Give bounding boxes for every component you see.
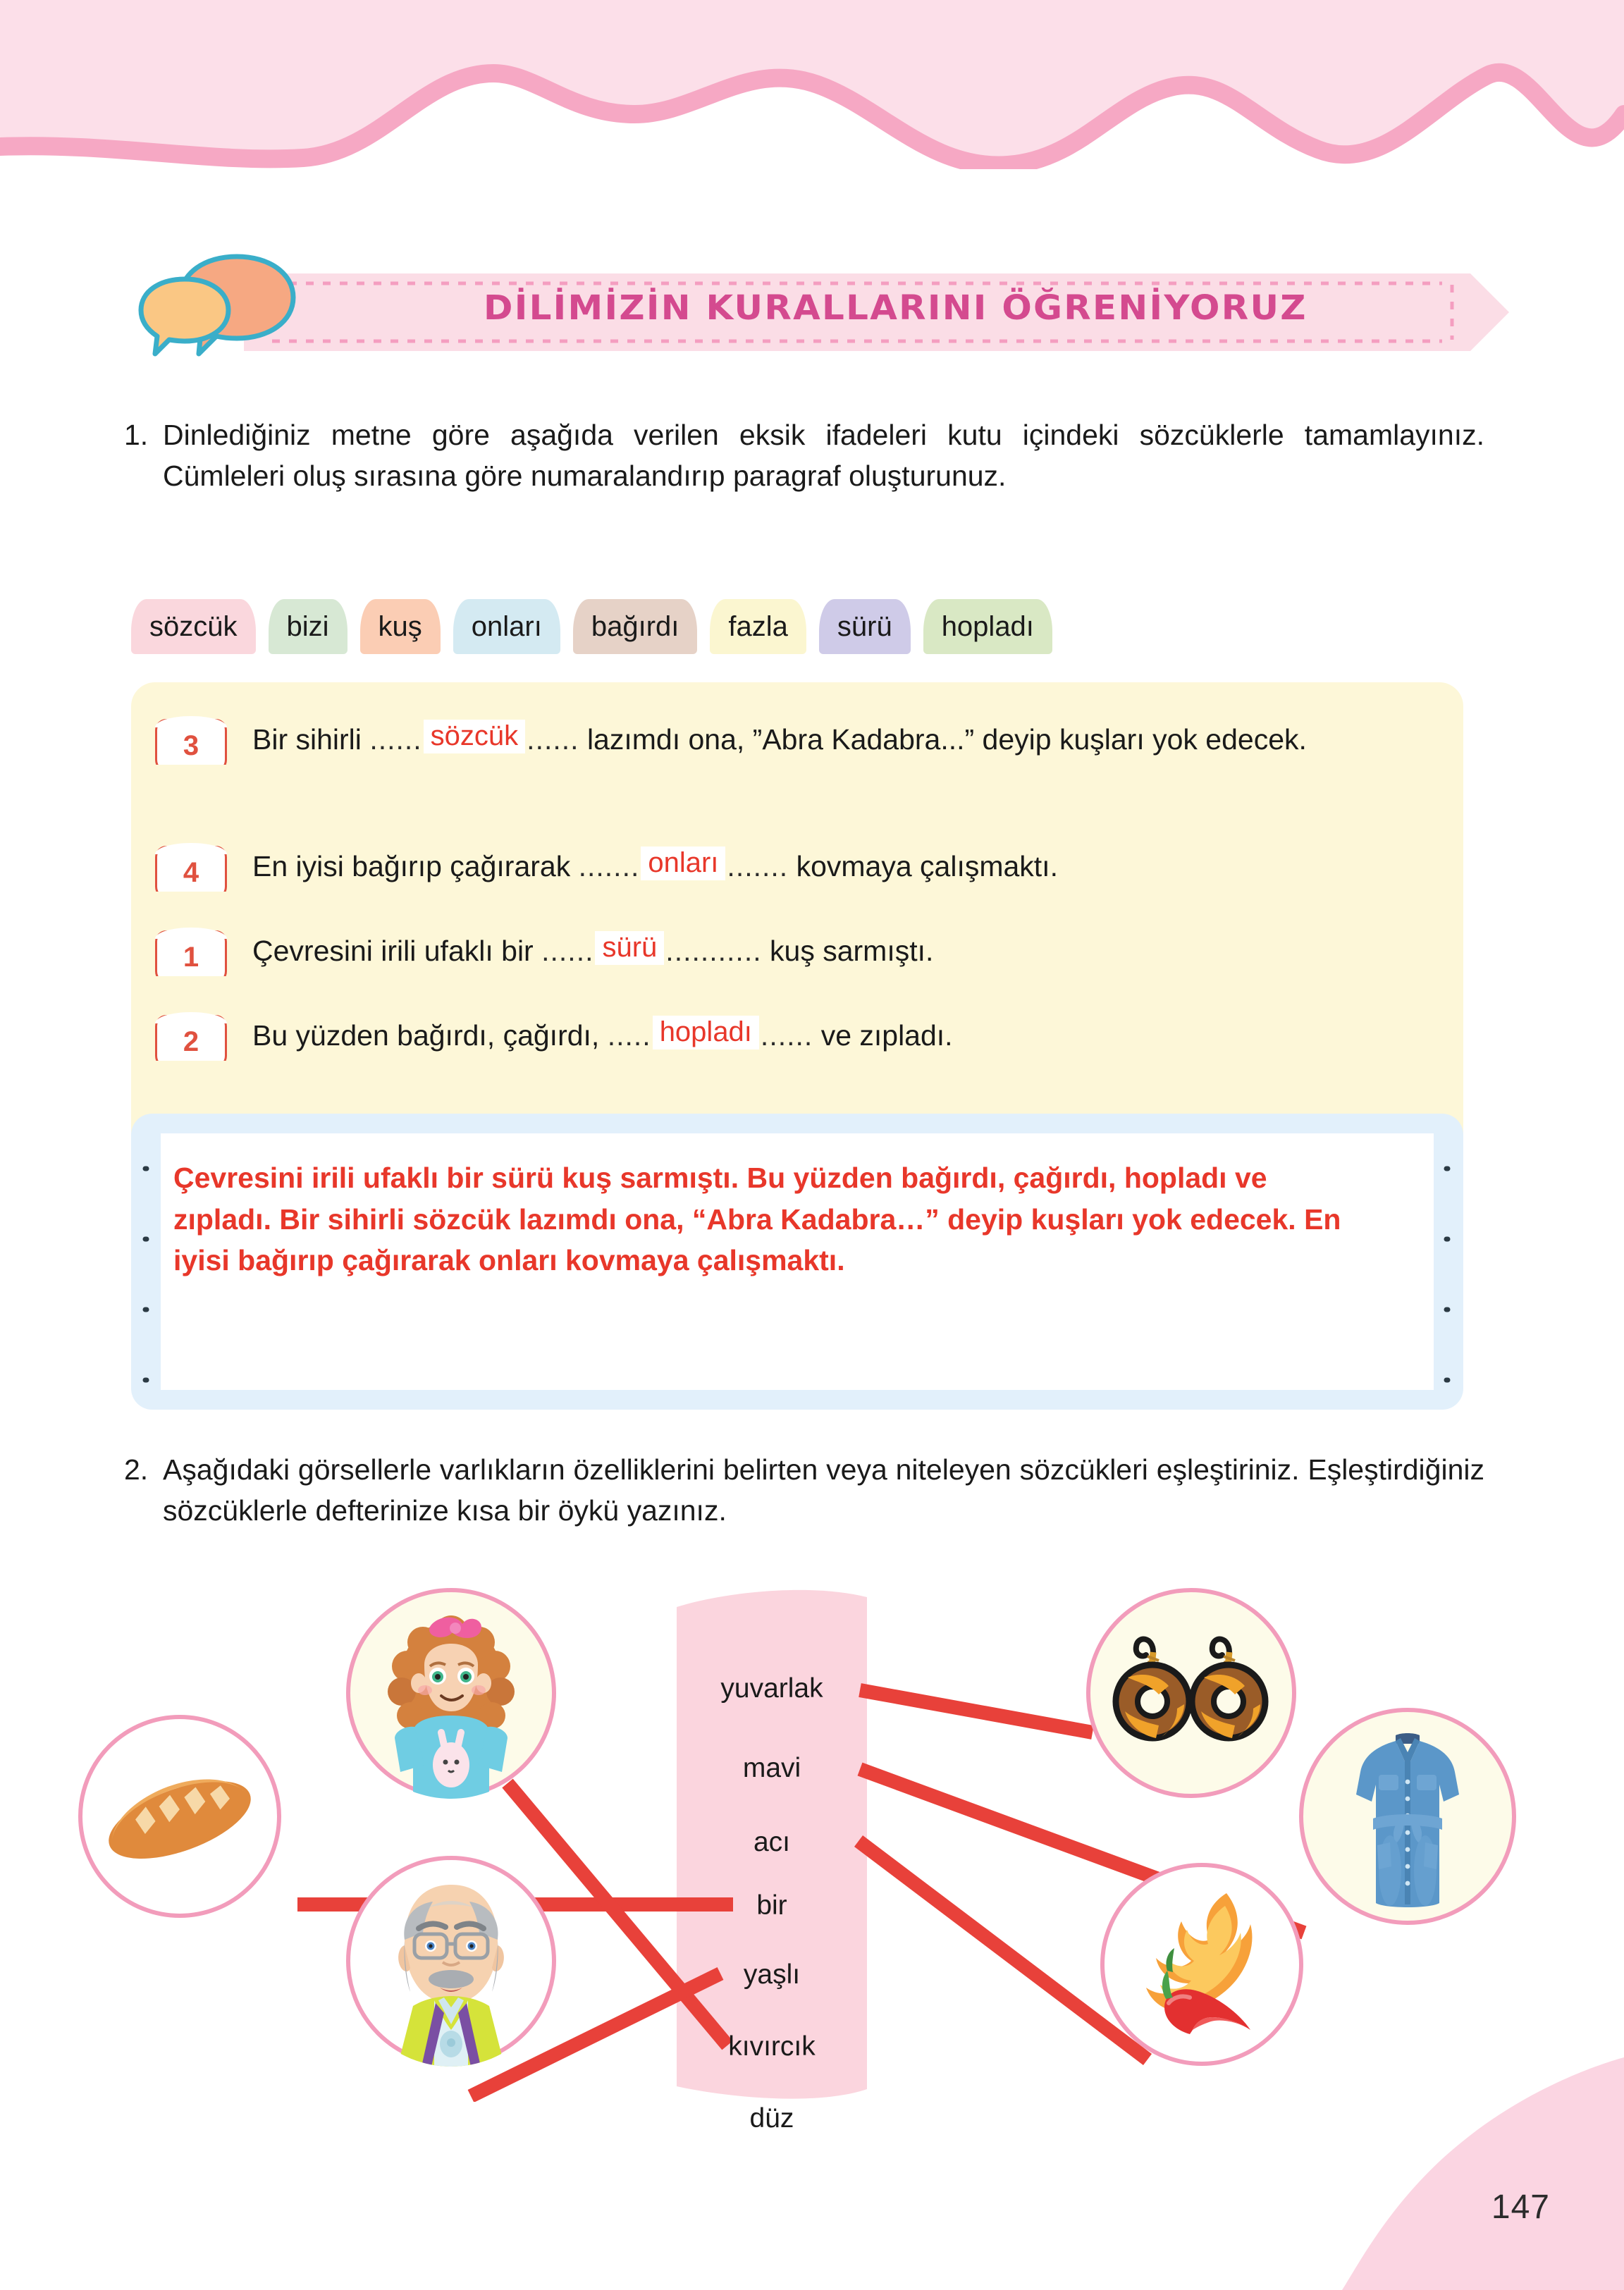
- order-number-box[interactable]: [155, 930, 227, 984]
- word-chip-label: onları: [471, 610, 542, 642]
- fill-in-row-2: [155, 846, 1058, 899]
- match-word-bir[interactable]: bir: [756, 1890, 787, 1921]
- blank-dots-before: .......: [578, 850, 640, 882]
- question-1-text: Dinlediğiniz metne göre aşağıda verilen eksik ifadeleri kutu içindeki sözcüklerle tamamlayınız. Cümleleri oluş sırasına göre numaralandırıp paragraf oluşturunuz.: [163, 419, 1484, 493]
- page-number: 147: [1491, 2189, 1550, 2226]
- word-chip-hopladi[interactable]: [923, 599, 1052, 654]
- word-chip-label: bizi: [286, 610, 329, 642]
- curly-girl-image[interactable]: [345, 1587, 557, 1799]
- question-2: [124, 1449, 1484, 1531]
- fill-in-row-3: [155, 930, 933, 984]
- word-chip-label: kuş: [378, 610, 422, 642]
- sentence-after: ve zıpladı.: [820, 1019, 953, 1052]
- old-man-image[interactable]: [345, 1855, 557, 2067]
- speech-bubbles-icon: [131, 248, 364, 361]
- question-2-text: Aşağıdaki görsellerle varlıkların özelliklerini belirten veya niteleyen sözcükleri eşleştiriniz. Eşleştirdiğiniz sözcüklerle defterinize kısa bir öykü yazınız.: [163, 1453, 1484, 1527]
- word-chip-fazla[interactable]: [710, 599, 806, 654]
- order-number-box[interactable]: [155, 719, 227, 772]
- student-answer[interactable]: hopladı: [653, 1016, 759, 1049]
- word-chip-bagirdi[interactable]: [573, 599, 698, 654]
- line-yuvarlak-earrings: [860, 1690, 1093, 1732]
- sentence-before: Bu yüzden bağırdı, çağırdı,: [252, 1019, 600, 1052]
- question-1-number: 1.: [124, 419, 149, 451]
- order-number: 2: [183, 1026, 199, 1057]
- word-chip-onlari[interactable]: [453, 599, 560, 654]
- order-number-box[interactable]: [155, 1015, 227, 1069]
- sentence-before: Çevresini irili ufaklı bir: [252, 935, 534, 967]
- word-chip-sozcuk[interactable]: [131, 599, 256, 654]
- word-chip-bizi[interactable]: [269, 599, 347, 654]
- question-1: [124, 414, 1484, 496]
- blank-dots-after: .......: [727, 850, 789, 882]
- blank-dots-after: ......: [527, 723, 579, 756]
- match-word-mavi[interactable]: mavi: [742, 1753, 801, 1783]
- order-number: 1: [183, 941, 199, 973]
- blank-dots-before: ......: [369, 723, 422, 756]
- word-bank: [131, 599, 1052, 654]
- student-answer[interactable]: onları: [641, 847, 725, 880]
- fill-in-sentence: [252, 1015, 953, 1057]
- blank-dots-before: ......: [541, 935, 594, 967]
- order-number: 3: [183, 730, 199, 761]
- word-chip-label: bağırdı: [591, 610, 679, 642]
- word-chip-label: sürü: [837, 610, 892, 642]
- denim-dress-image[interactable]: [1298, 1707, 1517, 1926]
- fill-in-row-4: [155, 1015, 953, 1069]
- blank-dots-after: ...........: [665, 935, 762, 967]
- student-answer[interactable]: sürü: [595, 931, 664, 965]
- sentence-after: kovmaya çalışmaktı.: [796, 850, 1058, 882]
- blank-dots-after: ......: [760, 1019, 813, 1052]
- match-word-kivircik[interactable]: kıvırcık: [728, 2031, 816, 2062]
- order-number: 4: [183, 856, 199, 888]
- word-chip-label: hopladı: [941, 610, 1034, 642]
- fill-in-sentence: [252, 930, 933, 972]
- word-chip-kus[interactable]: [360, 599, 441, 654]
- match-word-yasli[interactable]: yaşlı: [743, 1959, 801, 1990]
- sentence-after: lazımdı ona, ”Abra Kadabra...” deyip kuşları yok edecek.: [586, 723, 1307, 756]
- earrings-image[interactable]: [1085, 1587, 1297, 1799]
- match-word-yuvarlak[interactable]: yuvarlak: [720, 1673, 823, 1704]
- fill-in-sentence: [252, 846, 1058, 887]
- sentence-before: En iyisi bağırıp çağırarak: [252, 850, 571, 882]
- word-chip-suru[interactable]: [819, 599, 911, 654]
- section-banner: [131, 248, 1372, 361]
- word-chip-label: sözcük: [149, 610, 238, 642]
- fill-in-sentence: [252, 719, 1307, 761]
- match-word-duz[interactable]: düz: [749, 2103, 794, 2134]
- sentence-after: kuş sarmıştı.: [770, 935, 934, 967]
- fill-in-row-1: [155, 719, 1307, 772]
- word-chip-label: fazla: [728, 610, 788, 642]
- student-answer[interactable]: sözcük: [424, 720, 526, 753]
- match-word-aci[interactable]: acı: [753, 1827, 791, 1857]
- chili-pepper-image[interactable]: [1100, 1862, 1304, 2067]
- matching-exercise: [113, 1594, 1522, 2134]
- bread-image[interactable]: [78, 1714, 282, 1919]
- blank-dots-before: .....: [607, 1019, 651, 1052]
- order-number-box[interactable]: [155, 846, 227, 899]
- banner-title: DİLİMİZİN KURALLARINI ÖĞRENİYORUZ: [484, 288, 1308, 328]
- matching-words-list: [677, 1594, 867, 2134]
- paragraph-answer-panel: [131, 1114, 1463, 1410]
- paragraph-answer-text[interactable]: Çevresini irili ufaklı bir sürü kuş sarmıştı. Bu yüzden bağırdı, çağırdı, hopladı ve zıpladı. Bir sihirli sözcük lazımdı ona, “Abra Kadabra…” deyip kuşları yok edecek. En iyisi bağırıp çağırarak onları kovmaya çalışmaktı.: [173, 1162, 1341, 1277]
- question-2-number: 2.: [124, 1453, 149, 1486]
- sentence-before: Bir sihirli: [252, 723, 362, 756]
